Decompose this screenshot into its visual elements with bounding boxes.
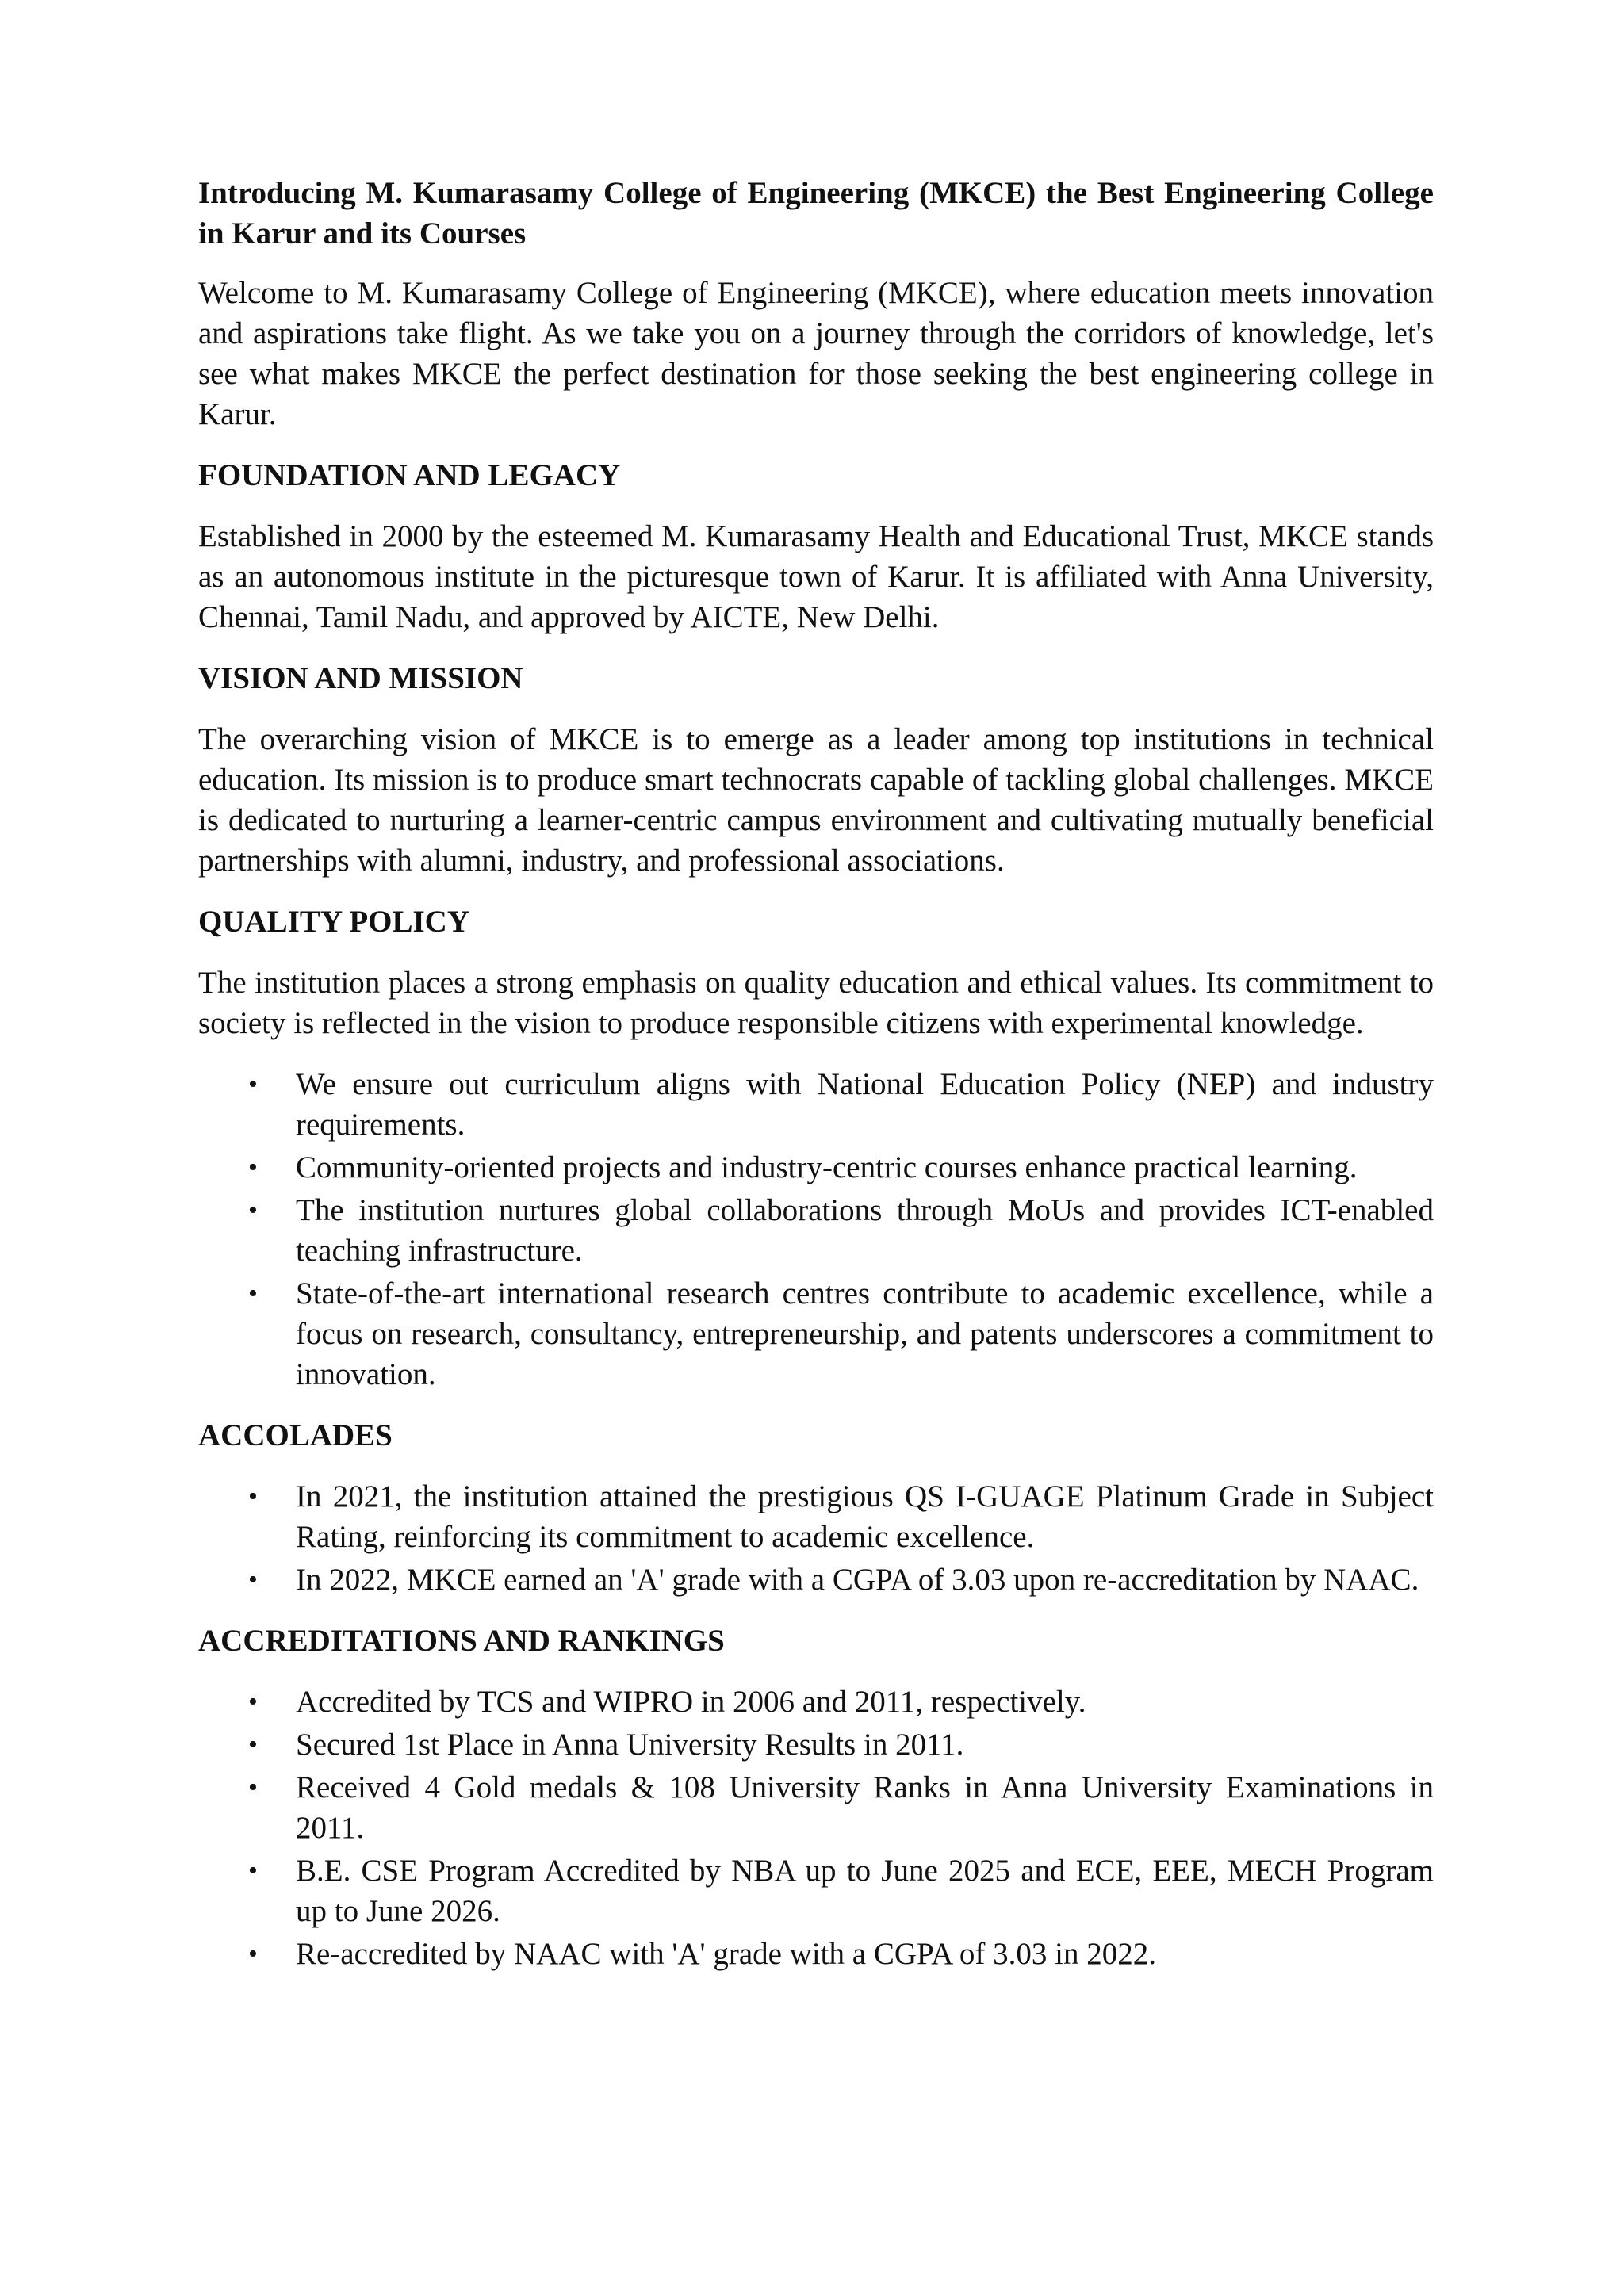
bullet-icon: • bbox=[248, 1482, 258, 1511]
list-item bbox=[198, 1476, 1434, 1557]
list-item bbox=[198, 1147, 1434, 1188]
bullet-icon: • bbox=[248, 1279, 258, 1308]
list-item-text: State-of-the-art international research centres contribute to academic excellence, while a focus on research, consultancy, entrepreneurship, and patents underscores a commitment to innovation. bbox=[296, 1276, 1434, 1391]
list-item-text: We ensure out curriculum aligns with National Education Policy (NEP) and industry requirements. bbox=[296, 1067, 1434, 1142]
list-item bbox=[198, 1273, 1434, 1395]
bullet-icon: • bbox=[248, 1687, 258, 1716]
list-item bbox=[198, 1767, 1434, 1848]
section-heading: QUALITY POLICY bbox=[198, 905, 470, 939]
list-item bbox=[198, 1559, 1434, 1600]
list-item-text: Received 4 Gold medals & 108 University Ranks in Anna University Examinations in 2011. bbox=[296, 1770, 1434, 1845]
list-item-text: Re-accredited by NAAC with 'A' grade with a CGPA of 3.03 in 2022. bbox=[296, 1937, 1156, 1971]
bullet-icon: • bbox=[248, 1070, 258, 1099]
section-accolades bbox=[198, 1415, 1434, 1600]
bullet-icon: • bbox=[248, 1730, 258, 1759]
list-item bbox=[198, 1934, 1434, 1974]
list-item bbox=[198, 1724, 1434, 1765]
bullet-icon: • bbox=[248, 1939, 258, 1969]
bullet-icon: • bbox=[248, 1773, 258, 1802]
list-item-text: B.E. CSE Program Accredited by NBA up to June 2025 and ECE, EEE, MECH Program up to June 2026. bbox=[296, 1854, 1434, 1928]
bullet-list bbox=[198, 1682, 1434, 1974]
section-foundation bbox=[198, 455, 1434, 637]
section-paragraph: The overarching vision of MKCE is to emerge as a leader among top institutions in technical education. Its mission is to produce smart technocrats capable of tackling global challenges. MKCE is dedicated to nurturing a learner-centric campus environment and cultivating mutually beneficial partnerships with alumni, industry, and professional associations. bbox=[198, 722, 1434, 878]
list-item-text: The institution nurtures global collaborations through MoUs and provides ICT-enabled teaching infrastructure. bbox=[296, 1193, 1434, 1268]
intro-paragraph: Welcome to M. Kumarasamy College of Engineering (MKCE), where education meets innovation and aspirations take flight. As we take you on a journey through the corridors of knowledge, let's see what makes MKCE the perfect destination for those seeking the best engineering college in Karur. bbox=[198, 276, 1434, 431]
bullet-icon: • bbox=[248, 1153, 258, 1182]
bullet-list bbox=[198, 1064, 1434, 1395]
section-heading: ACCREDITATIONS AND RANKINGS bbox=[198, 1624, 725, 1658]
list-item-text: In 2022, MKCE earned an 'A' grade with a CGPA of 3.03 upon re-accreditation by NAAC. bbox=[296, 1563, 1419, 1597]
section-heading: ACCOLADES bbox=[198, 1418, 393, 1452]
bullet-list bbox=[198, 1476, 1434, 1600]
bullet-icon: • bbox=[248, 1196, 258, 1225]
list-item bbox=[198, 1190, 1434, 1271]
section-quality-policy bbox=[198, 901, 1434, 1395]
list-item-text: Community-oriented projects and industry-centric courses enhance practical learning. bbox=[296, 1150, 1358, 1184]
section-paragraph: Established in 2000 by the esteemed M. Kumarasamy Health and Educational Trust, MKCE stands as an autonomous institute in the picturesque town of Karur. It is affiliated with Anna University, Chennai, Tamil Nadu, and approved by AICTE, New Delhi. bbox=[198, 519, 1434, 634]
section-accreditations-rankings bbox=[198, 1621, 1434, 1974]
list-item bbox=[198, 1850, 1434, 1931]
bullet-icon: • bbox=[248, 1856, 258, 1885]
section-heading: VISION AND MISSION bbox=[198, 661, 523, 695]
document-title: Introducing M. Kumarasamy College of Engineering (MKCE) the Best Engineering College in Karur and its Courses bbox=[198, 176, 1434, 251]
list-item-text: Accredited by TCS and WIPRO in 2006 and 2011, respectively. bbox=[296, 1685, 1086, 1719]
list-item-text: Secured 1st Place in Anna University Results in 2011. bbox=[296, 1728, 964, 1762]
list-item bbox=[198, 1064, 1434, 1145]
section-paragraph: The institution places a strong emphasis on quality education and ethical values. Its commitment to society is reflected in the vision to produce responsible citizens with experimental knowledge. bbox=[198, 966, 1434, 1040]
section-heading: FOUNDATION AND LEGACY bbox=[198, 458, 621, 492]
section-vision-mission bbox=[198, 658, 1434, 881]
document-page bbox=[198, 173, 1434, 1995]
list-item bbox=[198, 1682, 1434, 1722]
list-item-text: In 2021, the institution attained the prestigious QS I-GUAGE Platinum Grade in Subject Rating, reinforcing its commitment to academic excellence. bbox=[296, 1479, 1434, 1554]
bullet-icon: • bbox=[248, 1565, 258, 1594]
